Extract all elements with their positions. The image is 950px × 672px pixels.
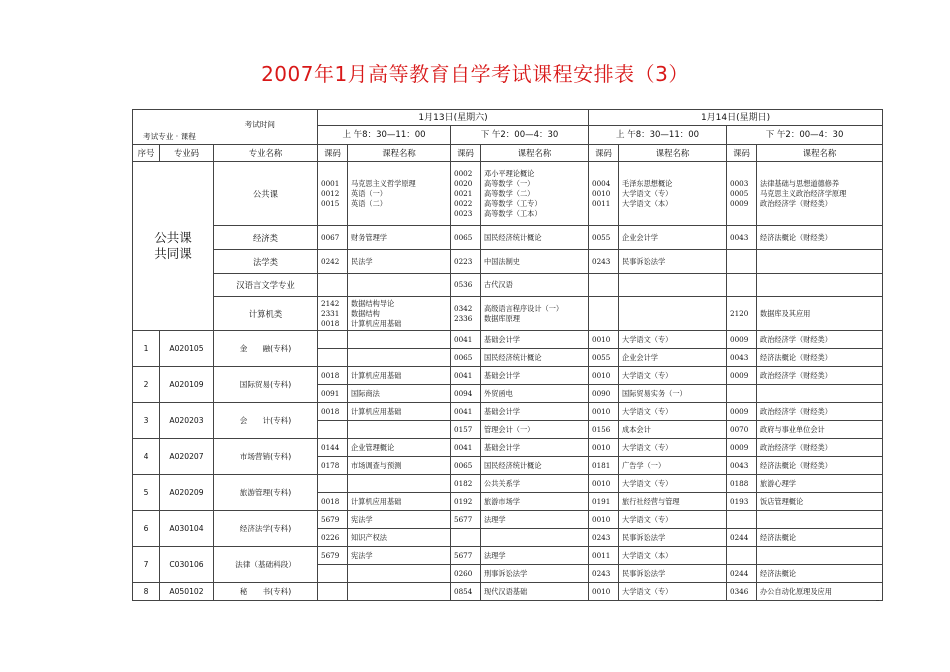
course-name-cell: 大学语文（专）	[619, 331, 727, 349]
course-name-cell	[481, 274, 589, 297]
course-name: 数据结构	[351, 308, 380, 318]
course-code: 0067	[321, 232, 340, 242]
majors-section	[133, 331, 883, 601]
course-name-cell: 国民经济统计概论	[481, 457, 589, 475]
course-code-cell	[727, 250, 757, 274]
header-diagonal-cell	[133, 110, 318, 145]
course-code-cell	[318, 274, 348, 297]
course-code-cell: 0188	[727, 475, 757, 493]
major-code-cell: C030106	[160, 547, 214, 583]
course-code-cell	[318, 297, 348, 331]
major-course-row	[133, 583, 883, 601]
course-name: 国民经济统计概论	[484, 232, 542, 242]
public-category-cell: 汉语言文学专业	[214, 274, 318, 297]
col-seq-header: 序号	[133, 145, 160, 162]
slot-header-pm: 下 午2：00—4：30	[727, 126, 883, 145]
course-code-cell: 0193	[727, 493, 757, 511]
course-name: 数据库及其应用	[760, 308, 811, 318]
course-code-cell	[318, 349, 348, 367]
course-code: 2142	[321, 298, 340, 308]
course-code: 0015	[321, 198, 340, 208]
course-name-cell	[348, 475, 451, 493]
course-code-cell: 0010	[589, 475, 619, 493]
course-code: 0242	[321, 256, 340, 266]
course-name: 民法学	[351, 256, 373, 266]
course-name-cell	[619, 162, 727, 226]
course-name-cell	[481, 250, 589, 274]
public-course-row	[133, 162, 883, 226]
course-name: 马克思主义哲学原理	[351, 178, 416, 188]
slot-header-pm: 下 午2：00—4：30	[451, 126, 589, 145]
course-code-cell: 0070	[727, 421, 757, 439]
course-code: 2331	[321, 308, 340, 318]
course-code-cell: 0009	[727, 367, 757, 385]
course-name-cell	[619, 297, 727, 331]
col-course-name-header: 课程名称	[348, 145, 451, 162]
course-name: 企业会计学	[622, 232, 658, 242]
major-seq-cell: 7	[133, 547, 160, 583]
course-code-cell: 0018	[318, 403, 348, 421]
major-code-cell: A020105	[160, 331, 214, 367]
major-code-cell: A020207	[160, 439, 214, 475]
slot-header-am: 上 午8：30—11：00	[318, 126, 451, 145]
major-seq-cell: 8	[133, 583, 160, 601]
course-code-cell	[451, 162, 481, 226]
course-code-cell: 0043	[727, 349, 757, 367]
major-course-label: 考试专业 · 课程	[143, 132, 196, 141]
course-code: 0005	[730, 188, 749, 198]
course-code-cell: 0043	[727, 457, 757, 475]
course-name-cell	[348, 274, 451, 297]
course-name-cell: 旅游心理学	[757, 475, 883, 493]
course-name-cell: 外贸函电	[481, 385, 589, 403]
course-code-cell	[589, 250, 619, 274]
course-name-cell: 经济法概论	[757, 565, 883, 583]
course-code-cell: 0182	[451, 475, 481, 493]
course-name-cell: 企业管理概论	[348, 439, 451, 457]
course-name: 邓小平理论概论	[484, 168, 535, 178]
course-name: 毛泽东思想概论	[622, 178, 673, 188]
course-code-cell: 5679	[318, 511, 348, 529]
course-name-cell	[481, 297, 589, 331]
course-code-cell	[451, 274, 481, 297]
public-category-cell: 法学类	[214, 250, 318, 274]
course-code-cell: 0010	[589, 583, 619, 601]
course-name-cell: 大学语文（本）	[619, 547, 727, 565]
course-name-cell: 国际商法	[348, 385, 451, 403]
course-name: 民事诉讼法学	[622, 256, 666, 266]
course-code-cell: 0041	[451, 367, 481, 385]
course-name: 高等数学（一）	[484, 178, 535, 188]
course-name-cell: 基础会计学	[481, 367, 589, 385]
course-code: 0002	[454, 168, 473, 178]
course-code: 0004	[592, 178, 611, 188]
course-name-cell: 大学语文（专）	[619, 439, 727, 457]
day2-header: 1月14日(星期日)	[589, 110, 883, 126]
course-name-cell: 管理会计（一）	[481, 421, 589, 439]
course-name-cell	[757, 297, 883, 331]
course-code: 0009	[730, 198, 749, 208]
exam-time-label: 考试时间	[244, 120, 276, 129]
col-course-name-header: 课程名称	[757, 145, 883, 162]
course-name: 政治经济学（财经类）	[760, 198, 832, 208]
course-code-cell: 0226	[318, 529, 348, 547]
course-name-cell: 刑事诉讼法学	[481, 565, 589, 583]
course-name-cell: 法理学	[481, 511, 589, 529]
major-code-cell: A020203	[160, 403, 214, 439]
course-name-cell: 宪法学	[348, 547, 451, 565]
course-name-cell	[481, 162, 589, 226]
major-course-row	[133, 331, 883, 349]
course-name-cell: 企业会计学	[619, 349, 727, 367]
course-code-cell	[589, 274, 619, 297]
major-name-cell: 经济法学(专科)	[214, 511, 318, 547]
course-name-cell	[348, 226, 451, 250]
course-code-cell	[318, 162, 348, 226]
major-seq-cell: 2	[133, 367, 160, 403]
course-code-cell	[451, 297, 481, 331]
course-code-cell: 0065	[451, 457, 481, 475]
course-name-cell	[481, 226, 589, 250]
course-name-cell	[757, 547, 883, 565]
course-code-cell: 0010	[589, 331, 619, 349]
course-code-cell	[451, 226, 481, 250]
course-code-cell: 0010	[589, 367, 619, 385]
course-code-cell	[318, 331, 348, 349]
course-name: 高等数学（工专）	[484, 198, 542, 208]
major-code-cell: A030104	[160, 511, 214, 547]
course-name-cell	[348, 297, 451, 331]
course-code-cell	[318, 226, 348, 250]
course-code-cell: 0244	[727, 529, 757, 547]
course-name-cell	[348, 250, 451, 274]
course-code-cell: 0041	[451, 439, 481, 457]
major-name-cell: 市场营销(专科)	[214, 439, 318, 475]
course-code-cell	[589, 226, 619, 250]
public-category-cell: 计算机类	[214, 297, 318, 331]
course-name-cell: 政治经济学（财经类）	[757, 439, 883, 457]
course-code: 0342	[454, 303, 473, 313]
course-name-cell: 经济法概论	[757, 529, 883, 547]
course-code: 0243	[592, 256, 611, 266]
course-name: 大学语文（专）	[622, 188, 673, 198]
course-code-cell: 0018	[318, 493, 348, 511]
course-code-cell: 0260	[451, 565, 481, 583]
major-name-cell: 法律（基础科段）	[214, 547, 318, 583]
course-code: 0003	[730, 178, 749, 188]
public-course-row	[133, 274, 883, 297]
course-code: 0536	[454, 280, 473, 289]
course-name: 高等数学（工本）	[484, 208, 542, 218]
course-code-cell: 0010	[589, 511, 619, 529]
course-code-cell	[727, 297, 757, 331]
course-name-cell	[348, 421, 451, 439]
course-code-cell: 0009	[727, 439, 757, 457]
course-name: 计算机应用基础	[351, 318, 402, 328]
course-code: 2336	[454, 313, 473, 323]
course-name-cell: 广告学（一）	[619, 457, 727, 475]
course-code-cell: 0192	[451, 493, 481, 511]
course-name-cell	[757, 511, 883, 529]
public-category-cell: 经济类	[214, 226, 318, 250]
course-name: 高级语言程序设计（一）	[484, 303, 564, 313]
course-code-cell: 0010	[589, 403, 619, 421]
course-name-cell: 大学语文（专）	[619, 475, 727, 493]
col-course-code-header: 课码	[451, 145, 481, 162]
major-name-cell: 金 融(专科)	[214, 331, 318, 367]
major-seq-cell: 4	[133, 439, 160, 475]
course-code: 0011	[592, 198, 611, 208]
course-name-cell: 计算机应用基础	[348, 367, 451, 385]
course-code: 0020	[454, 178, 473, 188]
course-name-cell	[619, 274, 727, 297]
course-code: 0010	[592, 188, 611, 198]
course-name-cell	[619, 226, 727, 250]
course-name-cell	[348, 162, 451, 226]
course-name-cell: 办公自动化原理及应用	[757, 583, 883, 601]
major-course-row	[133, 439, 883, 457]
course-name: 数据结构导论	[351, 298, 395, 308]
major-seq-cell: 1	[133, 331, 160, 367]
course-code-cell	[318, 583, 348, 601]
col-course-code-header: 课码	[318, 145, 348, 162]
course-name-cell	[481, 529, 589, 547]
course-name: 古代汉语	[484, 280, 513, 289]
course-code-cell: 0090	[589, 385, 619, 403]
public-course-row	[133, 226, 883, 250]
course-name: 法律基础与思想道德修养	[760, 178, 840, 188]
course-name-cell: 法理学	[481, 547, 589, 565]
course-name-cell: 计算机应用基础	[348, 493, 451, 511]
course-code-cell: 0157	[451, 421, 481, 439]
course-code-cell: 0156	[589, 421, 619, 439]
course-name-cell	[757, 226, 883, 250]
course-code-cell	[318, 250, 348, 274]
col-course-name-header: 课程名称	[619, 145, 727, 162]
course-code-cell: 0243	[589, 529, 619, 547]
course-name-cell: 旅行社经营与管理	[619, 493, 727, 511]
course-code-cell: 0144	[318, 439, 348, 457]
course-name-cell: 现代汉语基础	[481, 583, 589, 601]
public-category-cell: 公共课	[214, 162, 318, 226]
major-name-cell: 旅游管理(专科)	[214, 475, 318, 511]
course-code-cell: 0018	[318, 367, 348, 385]
course-code: 2120	[730, 308, 749, 318]
course-name-cell: 市场调查与预测	[348, 457, 451, 475]
major-seq-cell: 5	[133, 475, 160, 511]
public-course-row	[133, 297, 883, 331]
course-name-cell: 旅游市场学	[481, 493, 589, 511]
course-name-cell	[757, 250, 883, 274]
col-major-name-header: 专业名称	[214, 145, 318, 162]
course-code-cell	[589, 297, 619, 331]
course-code-cell	[318, 565, 348, 583]
course-name: 英语（一）	[351, 188, 387, 198]
course-name-cell: 民事诉讼法学	[619, 565, 727, 583]
course-code: 0023	[454, 208, 473, 218]
course-code-cell: 0178	[318, 457, 348, 475]
course-name-cell: 大学语文（专）	[619, 511, 727, 529]
major-seq-cell: 3	[133, 403, 160, 439]
course-name-cell	[619, 250, 727, 274]
course-name: 数据库原理	[484, 313, 520, 323]
course-name-cell: 基础会计学	[481, 439, 589, 457]
course-code-cell	[727, 547, 757, 565]
course-code-cell	[727, 511, 757, 529]
course-code-cell: 0094	[451, 385, 481, 403]
public-group-label: 公共课 共同课	[133, 162, 214, 331]
course-name: 马克思主义政治经济学原理	[760, 188, 847, 198]
course-code-cell	[727, 162, 757, 226]
course-code: 0022	[454, 198, 473, 208]
course-name-cell: 国民经济统计概论	[481, 349, 589, 367]
major-seq-cell: 6	[133, 511, 160, 547]
course-code-cell: 0009	[727, 331, 757, 349]
course-name: 财务管理学	[351, 232, 387, 242]
course-code-cell	[451, 250, 481, 274]
course-code-cell: 5677	[451, 547, 481, 565]
major-code-cell: A020109	[160, 367, 214, 403]
course-name: 英语（二）	[351, 198, 387, 208]
course-name-cell: 成本会计	[619, 421, 727, 439]
course-code-cell: 0055	[589, 349, 619, 367]
slot-header-am: 上 午8：30—11：00	[589, 126, 727, 145]
course-code-cell	[727, 385, 757, 403]
col-course-code-header: 课码	[589, 145, 619, 162]
major-course-row	[133, 403, 883, 421]
major-code-cell: A050102	[160, 583, 214, 601]
course-name: 高等数学（二）	[484, 188, 535, 198]
course-name-cell: 经济法概论（财经类）	[757, 349, 883, 367]
major-course-row	[133, 367, 883, 385]
course-name: 经济法概论（财经类）	[760, 232, 832, 242]
course-code-cell: 0011	[589, 547, 619, 565]
course-code-cell: 0244	[727, 565, 757, 583]
schedule-table	[132, 109, 883, 601]
edge-mark	[876, 600, 879, 601]
course-code-cell: 0091	[318, 385, 348, 403]
course-name-cell: 政府与事业单位会计	[757, 421, 883, 439]
course-code-cell	[589, 162, 619, 226]
major-course-row	[133, 475, 883, 493]
course-name: 中国法制史	[484, 256, 520, 266]
course-code-cell: 0065	[451, 349, 481, 367]
course-name-cell	[348, 331, 451, 349]
major-code-cell: A020209	[160, 475, 214, 511]
course-code: 0012	[321, 188, 340, 198]
course-name-cell	[757, 274, 883, 297]
course-code-cell	[318, 475, 348, 493]
public-course-row	[133, 250, 883, 274]
course-name-cell: 计算机应用基础	[348, 403, 451, 421]
course-name-cell: 公共关系学	[481, 475, 589, 493]
course-name-cell: 政治经济学（财经类）	[757, 367, 883, 385]
major-course-row	[133, 511, 883, 529]
course-name-cell: 饭店管理概论	[757, 493, 883, 511]
course-code: 0001	[321, 178, 340, 188]
course-code: 0223	[454, 256, 473, 266]
course-name-cell: 基础会计学	[481, 403, 589, 421]
course-code: 0065	[454, 232, 473, 242]
course-name-cell	[348, 349, 451, 367]
course-code-cell: 0191	[589, 493, 619, 511]
course-name-cell	[348, 583, 451, 601]
course-name-cell: 大学语文（专）	[619, 583, 727, 601]
course-name-cell: 国际贸易实务（一）	[619, 385, 727, 403]
course-code-cell: 5677	[451, 511, 481, 529]
course-name-cell: 大学语文（专）	[619, 403, 727, 421]
course-name-cell: 政治经济学（财经类）	[757, 403, 883, 421]
course-code: 0055	[592, 232, 611, 242]
course-name-cell	[348, 565, 451, 583]
major-course-row	[133, 547, 883, 565]
major-name-cell: 国际贸易(专科)	[214, 367, 318, 403]
course-code-cell: 0181	[589, 457, 619, 475]
course-code-cell: 5679	[318, 547, 348, 565]
course-code-cell: 0854	[451, 583, 481, 601]
col-course-code-header: 课码	[727, 145, 757, 162]
course-name-cell: 政治经济学（财经类）	[757, 331, 883, 349]
course-code-cell: 0009	[727, 403, 757, 421]
course-code-cell: 0010	[589, 439, 619, 457]
public-courses-section	[133, 162, 883, 331]
course-name-cell: 知识产权法	[348, 529, 451, 547]
col-major-code-header: 专业码	[160, 145, 214, 162]
course-name-cell: 民事诉讼法学	[619, 529, 727, 547]
course-code-cell: 0041	[451, 331, 481, 349]
course-name-cell	[757, 162, 883, 226]
course-name-cell: 大学语文（专）	[619, 367, 727, 385]
course-name-cell: 经济法概论（财经类）	[757, 457, 883, 475]
page-title: 2007年1月高等教育自学考试课程安排表（3）	[261, 62, 689, 86]
course-code: 0021	[454, 188, 473, 198]
course-name: 大学语文（本）	[622, 198, 673, 208]
course-code: 0018	[321, 318, 340, 328]
day1-header: 1月13日(星期六)	[318, 110, 589, 126]
course-code-cell	[727, 274, 757, 297]
course-code-cell: 0243	[589, 565, 619, 583]
major-name-cell: 秘 书(专科)	[214, 583, 318, 601]
col-course-name-header: 课程名称	[481, 145, 589, 162]
course-code: 0043	[730, 232, 749, 242]
major-name-cell: 会 计(专科)	[214, 403, 318, 439]
course-code-cell: 0346	[727, 583, 757, 601]
course-code-cell	[727, 226, 757, 250]
course-code-cell	[451, 529, 481, 547]
course-name-cell: 基础会计学	[481, 331, 589, 349]
course-name-cell: 宪法学	[348, 511, 451, 529]
course-name-cell	[757, 385, 883, 403]
course-code-cell	[318, 421, 348, 439]
course-code-cell: 0041	[451, 403, 481, 421]
